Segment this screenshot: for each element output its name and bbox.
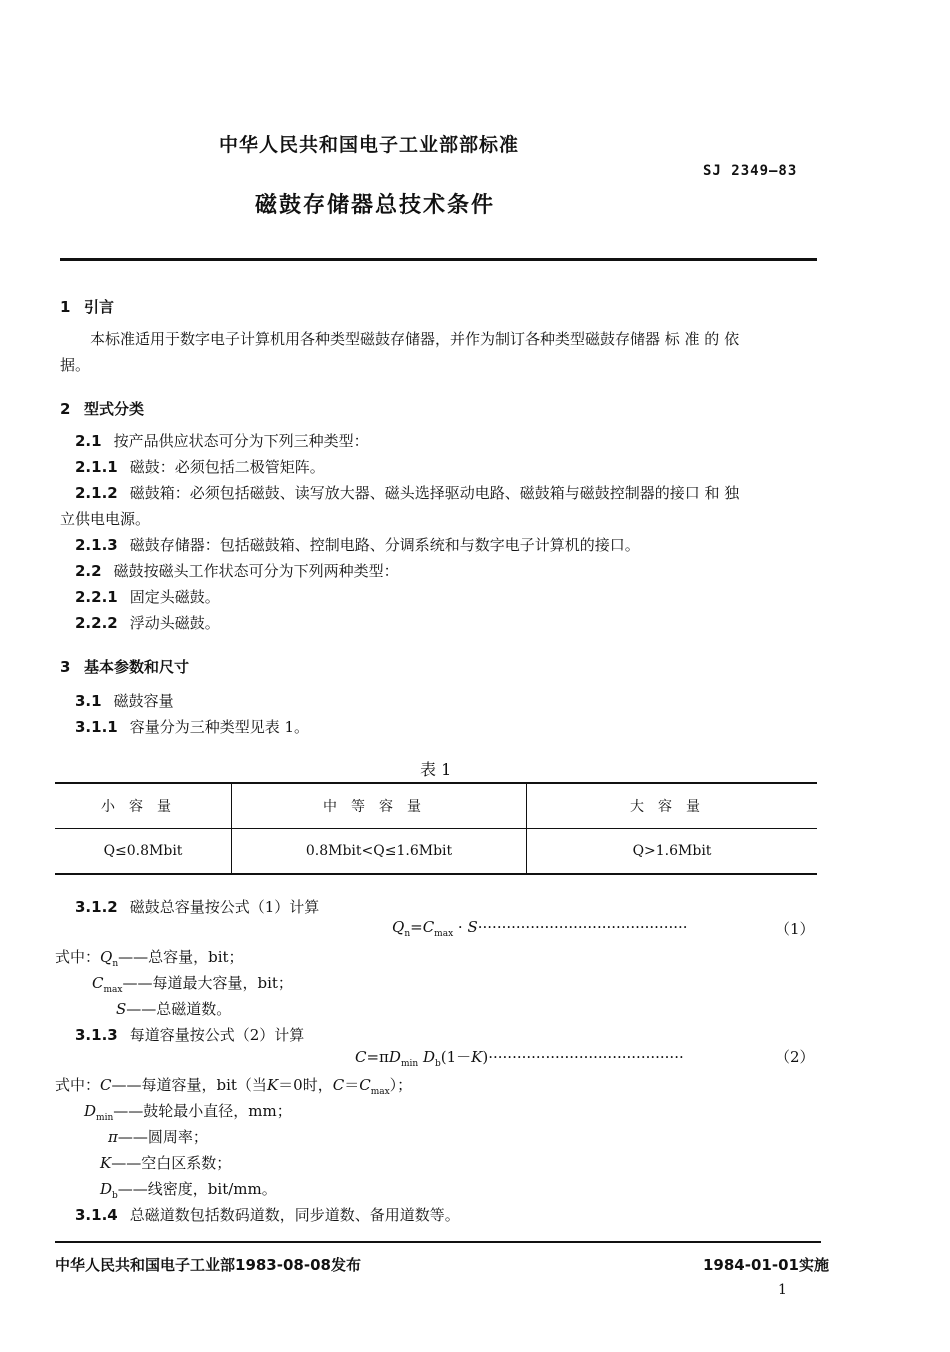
dot-leader: ········································· xyxy=(488,1048,684,1066)
footer-rule xyxy=(55,1241,821,1243)
definition-subscript: max xyxy=(103,985,123,995)
formula-symbol: S xyxy=(467,918,478,936)
table-caption: 表 1 xyxy=(420,760,452,779)
definition-symbol: D xyxy=(100,1180,113,1198)
definition-dmin xyxy=(84,1100,292,1123)
formula-symbol: K xyxy=(471,1048,483,1066)
clause-number: 2.2.1 xyxy=(75,588,118,606)
definition-symbol: K xyxy=(100,1154,112,1172)
clause-3-1-2 xyxy=(75,896,319,917)
section-1-para-line-1: 本标准适用于数字电子计算机用各种类型磁鼓存储器，并作为制订各种类型磁鼓存储器 标 准 的 依 xyxy=(90,330,740,348)
clause-text: 磁鼓存储器：包括磁鼓箱、控制电路、分调系统和与数字电子计算机的接口。 xyxy=(129,536,640,554)
section-number: 2 xyxy=(60,400,71,418)
clause-2-2 xyxy=(75,560,399,581)
formula-2 xyxy=(355,1046,684,1069)
clause-3-1-1 xyxy=(75,716,309,737)
formula-2-tag: （2） xyxy=(775,1048,815,1066)
definition-text: ——总磁道数。 xyxy=(126,1000,232,1018)
definition-text: ＝0时， xyxy=(278,1076,333,1094)
definition-symbol: Q xyxy=(100,948,113,966)
definition-prefix: 式中： xyxy=(55,948,101,966)
clause-text: 总磁道数包括数码道数，同步道数、备用道数等。 xyxy=(129,1206,460,1224)
definition-text: ——总容量，bit； xyxy=(118,948,244,966)
table-row xyxy=(55,829,817,875)
section-2-heading xyxy=(60,398,144,419)
clause-text: 浮动头磁鼓。 xyxy=(129,614,220,632)
section-number: 1 xyxy=(60,298,71,316)
header-rule xyxy=(60,258,817,261)
clause-number: 2.2 xyxy=(75,562,102,580)
definition-text: ——鼓轮最小直径，mm； xyxy=(113,1102,292,1120)
clause-number: 3.1.4 xyxy=(75,1206,118,1224)
definition-text: ）； xyxy=(389,1076,413,1094)
definition-subscript: n xyxy=(112,959,119,969)
formula-operator: · xyxy=(453,918,468,936)
section-1-heading xyxy=(60,296,114,317)
definition-pi xyxy=(108,1126,208,1147)
clause-2-2-2 xyxy=(75,612,220,633)
issuing-organization: 中华人民共和国电子工业部部标准 xyxy=(219,134,520,156)
clause-text: 容量分为三种类型见表 1。 xyxy=(129,718,310,736)
clause-3-1-4 xyxy=(75,1204,460,1225)
clause-number: 2.2.2 xyxy=(75,614,118,632)
clause-number: 3.1 xyxy=(75,692,102,710)
clause-number: 2.1.3 xyxy=(75,536,118,554)
definition-text: ＝ xyxy=(344,1076,360,1094)
clause-text: 每道容量按公式（2）计算 xyxy=(129,1026,305,1044)
definition-text: ——每道最大容量，bit； xyxy=(122,974,293,992)
table-cell: 0.8Mbit<Q≤1.6Mbit xyxy=(232,829,527,875)
document-title: 磁鼓存储器总技术条件 xyxy=(255,193,496,218)
formula-operator: =π xyxy=(366,1048,389,1066)
clause-2-1-1 xyxy=(75,456,325,477)
definition-c xyxy=(55,1074,412,1097)
formula-operator: (1－ xyxy=(440,1048,472,1066)
clause-text: 磁鼓箱：必须包括磁鼓、读写放大器、磁头选择驱动电路、磁鼓箱与磁鼓控制器的接口 和 独 xyxy=(129,484,740,502)
clause-text: 磁鼓：必须包括二极管矩阵。 xyxy=(129,458,325,476)
definition-qn xyxy=(55,946,244,969)
definition-symbol: S xyxy=(116,1000,127,1018)
clause-3-1-3 xyxy=(75,1024,304,1045)
definition-s xyxy=(116,998,231,1019)
table-cell: Q≤0.8Mbit xyxy=(55,829,232,875)
clause-text: 磁鼓按磁头工作状态可分为下列两种类型： xyxy=(113,562,399,580)
table-header-cell: 中等容量 xyxy=(232,783,527,829)
definition-symbol: C xyxy=(359,1076,371,1094)
clause-2-1 xyxy=(75,430,369,451)
publish-statement: 中华人民共和国电子工业部1983-08-08发布 xyxy=(55,1256,361,1274)
clause-number: 2.1.1 xyxy=(75,458,118,476)
table-header-cell: 小容量 xyxy=(55,783,232,829)
formula-operator: = xyxy=(410,918,423,936)
formula-operator: ) xyxy=(482,1048,489,1066)
clause-3-1 xyxy=(75,690,174,711)
dot-leader: ············································ xyxy=(477,918,688,936)
definition-prefix: 式中： xyxy=(55,1076,101,1094)
definition-symbol: C xyxy=(100,1076,112,1094)
definition-subscript: max xyxy=(370,1087,390,1097)
definition-symbol: K xyxy=(266,1076,279,1094)
capacity-table xyxy=(55,782,817,875)
table-header-row xyxy=(55,783,817,829)
clause-2-1-2 xyxy=(75,482,739,503)
page-number: 1 xyxy=(778,1282,787,1298)
clause-number: 3.1.2 xyxy=(75,898,118,916)
formula-symbol: C xyxy=(355,1048,367,1066)
section-title: 型式分类 xyxy=(84,400,145,418)
formula-subscript: b xyxy=(434,1059,441,1069)
clause-2-1-3 xyxy=(75,534,640,555)
formula-1-tag: （1） xyxy=(775,920,815,938)
definition-k xyxy=(100,1152,231,1173)
definition-symbol: C xyxy=(92,974,104,992)
formula-1 xyxy=(392,918,688,939)
clause-2-1-2-continued: 立供电电源。 xyxy=(60,510,151,528)
clause-text: 按产品供应状态可分为下列三种类型： xyxy=(113,432,369,450)
definition-text: ——空白区系数； xyxy=(111,1154,232,1172)
effective-date: 1984-01-01实施 xyxy=(703,1256,829,1274)
formula-symbol: D xyxy=(422,1048,435,1066)
clause-text: 磁鼓容量 xyxy=(113,692,174,710)
standard-number: SJ 2349—83 xyxy=(703,163,798,179)
section-number: 3 xyxy=(60,658,71,676)
clause-text: 固定头磁鼓。 xyxy=(129,588,220,606)
definition-text: ——线密度，bit/mm。 xyxy=(117,1180,277,1198)
definition-text: ——每道容量，bit（当 xyxy=(111,1076,267,1094)
definition-db xyxy=(100,1178,277,1201)
formula-symbol: Q xyxy=(392,918,405,936)
definition-subscript: b xyxy=(112,1191,118,1201)
clause-text: 磁鼓总容量按公式（1）计算 xyxy=(129,898,320,916)
definition-symbol: C xyxy=(332,1076,345,1094)
section-title: 基本参数和尺寸 xyxy=(84,658,190,676)
clause-2-2-1 xyxy=(75,586,220,607)
clause-number: 2.1.2 xyxy=(75,484,118,502)
formula-subscript: n xyxy=(404,929,411,939)
clause-number: 2.1 xyxy=(75,432,102,450)
section-3-heading xyxy=(60,656,189,677)
formula-symbol: D xyxy=(388,1048,401,1066)
definition-cmax xyxy=(92,972,293,995)
formula-symbol: C xyxy=(422,918,435,936)
definition-symbol: π xyxy=(108,1128,118,1146)
clause-number: 3.1.3 xyxy=(75,1026,118,1044)
section-title: 引言 xyxy=(84,298,115,316)
formula-subscript: max xyxy=(434,929,454,939)
table-cell: Q>1.6Mbit xyxy=(527,829,818,875)
formula-subscript: min xyxy=(400,1059,419,1069)
clause-number: 3.1.1 xyxy=(75,718,118,736)
section-1-para-line-2: 据。 xyxy=(60,356,91,374)
definition-text: ——圆周率； xyxy=(117,1128,208,1146)
definition-subscript: min xyxy=(96,1113,114,1123)
definition-symbol: D xyxy=(84,1102,97,1120)
table-header-cell: 大容量 xyxy=(527,783,818,829)
